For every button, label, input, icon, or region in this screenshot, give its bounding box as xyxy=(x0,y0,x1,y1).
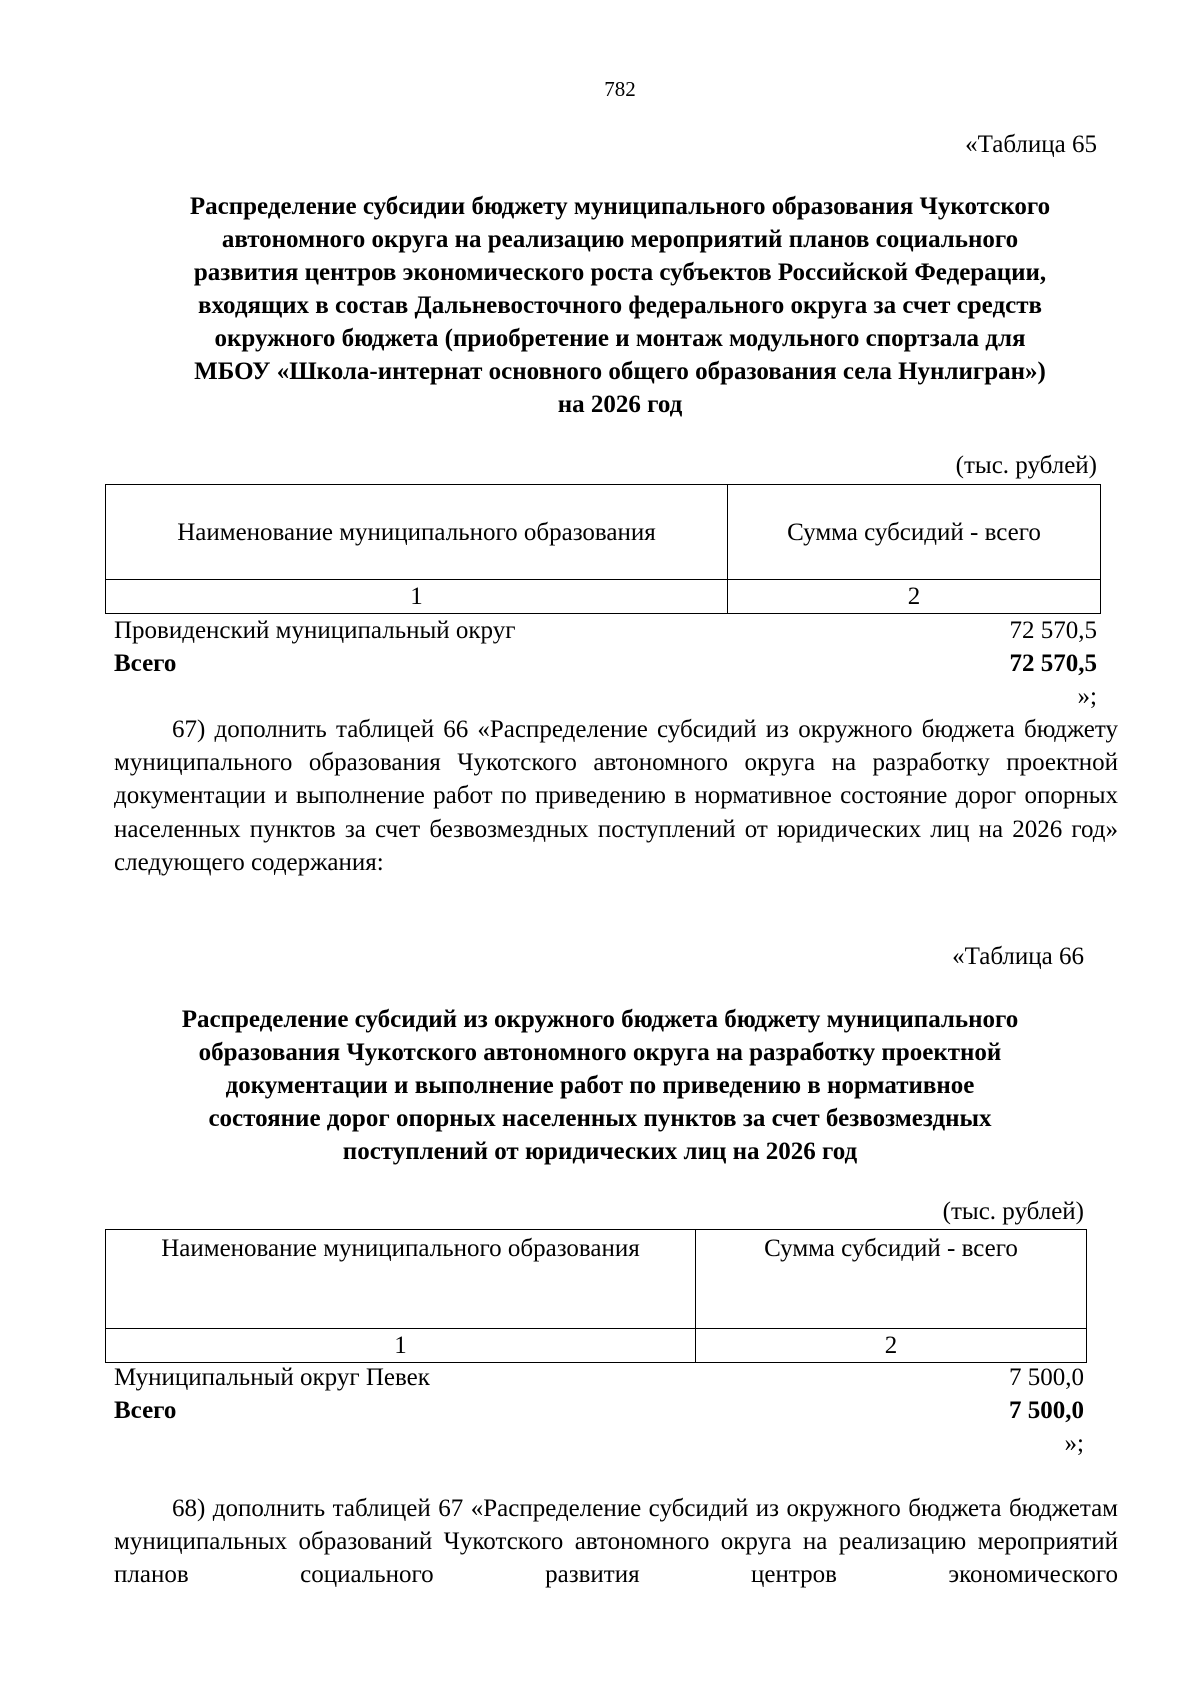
table-66-caption: «Таблица 66 xyxy=(952,943,1084,970)
table-66-heading xyxy=(100,1003,1100,1168)
heading-line: автономного округа на реализацию мероприятий планов социального xyxy=(221,226,1019,253)
column-header-sum: Сумма субсидий - всего xyxy=(728,485,1101,580)
table-row xyxy=(114,1361,1084,1394)
table-header-row xyxy=(106,485,1101,580)
column-header-sum: Сумма субсидий - всего xyxy=(696,1230,1087,1329)
total-value: 7 500,0 xyxy=(1009,1397,1084,1424)
column-header-name: Наименование муниципального образования xyxy=(106,1230,696,1329)
heading-line: на 2026 год xyxy=(557,391,683,418)
paragraph-67 xyxy=(114,713,1118,879)
total-value: 72 570,5 xyxy=(1009,650,1097,677)
heading-line: окружного бюджета (приобретение и монтаж модульного спортзала для xyxy=(214,325,1026,352)
subsidy-value: 7 500,0 xyxy=(1009,1364,1084,1391)
heading-line: образования Чукотского автономного округа на разработку проектной xyxy=(198,1039,1002,1066)
paragraph-68-text: 68) дополнить таблицей 67 «Распределение субсидий из окружного бюджета бюджетам муниципальных образований Чукотского автономного округа на реализацию мероприятий планов социального развития центров экономического xyxy=(114,1495,1118,1589)
heading-line: поступлений от юридических лиц на 2026 год xyxy=(342,1138,858,1165)
total-label: Всего xyxy=(114,1397,177,1424)
heading-line: Распределение субсидий из окружного бюджета бюджету муниципального xyxy=(181,1006,1019,1033)
heading-line: МБОУ «Школа-интернат основного общего образования села Нунлигран») xyxy=(194,358,1046,385)
heading-line: входящих в состав Дальневосточного федерального округа за счет средств xyxy=(198,292,1042,319)
table-65-caption: «Таблица 65 xyxy=(965,131,1097,158)
table-66-closing: »; xyxy=(1064,1430,1084,1457)
heading-line: документации и выполнение работ по приведению в нормативное xyxy=(225,1072,975,1099)
table-66 xyxy=(105,1229,1087,1363)
column-number-1: 1 xyxy=(106,580,728,614)
total-row xyxy=(114,1394,1084,1427)
column-number-1: 1 xyxy=(106,1329,696,1363)
table-number-row xyxy=(106,1329,1087,1363)
table-65-closing: »; xyxy=(1077,683,1097,710)
table-65-units: (тыс. рублей) xyxy=(955,452,1097,479)
subsidy-value: 72 570,5 xyxy=(1009,617,1097,644)
municipality-name: Муниципальный округ Певек xyxy=(114,1364,430,1391)
heading-line: состояние дорог опорных населенных пунктов за счет безвозмездных xyxy=(208,1105,992,1132)
column-number-2: 2 xyxy=(728,580,1101,614)
paragraph-67-text: 67) дополнить таблицей 66 «Распределение субсидий из окружного бюджета бюджету муниципального образования Чукотского автономного округа на разработку проектной документации и выполнение работ по приведению в нормативное состояние дорог опорных населенных пунктов за счет безвозмездных поступлений от юридических лиц на 2026 год» следующего содержания: xyxy=(114,716,1118,876)
table-65 xyxy=(105,484,1101,614)
table-65-heading xyxy=(100,190,1140,421)
table-row xyxy=(114,614,1097,647)
page-number: 782 xyxy=(604,77,636,101)
paragraph-68 xyxy=(114,1492,1118,1592)
table-number-row xyxy=(106,580,1101,614)
table-66-units: (тыс. рублей) xyxy=(942,1198,1084,1225)
municipality-name: Провиденский муниципальный округ xyxy=(114,617,516,644)
total-row xyxy=(114,647,1097,680)
column-header-name: Наименование муниципального образования xyxy=(106,485,728,580)
table-header-row xyxy=(106,1230,1087,1329)
column-number-2: 2 xyxy=(696,1329,1087,1363)
total-label: Всего xyxy=(114,650,177,677)
heading-line: развития центров экономического роста субъектов Российской Федерации, xyxy=(193,259,1047,286)
heading-line: Распределение субсидии бюджету муниципального образования Чукотского xyxy=(189,193,1051,220)
